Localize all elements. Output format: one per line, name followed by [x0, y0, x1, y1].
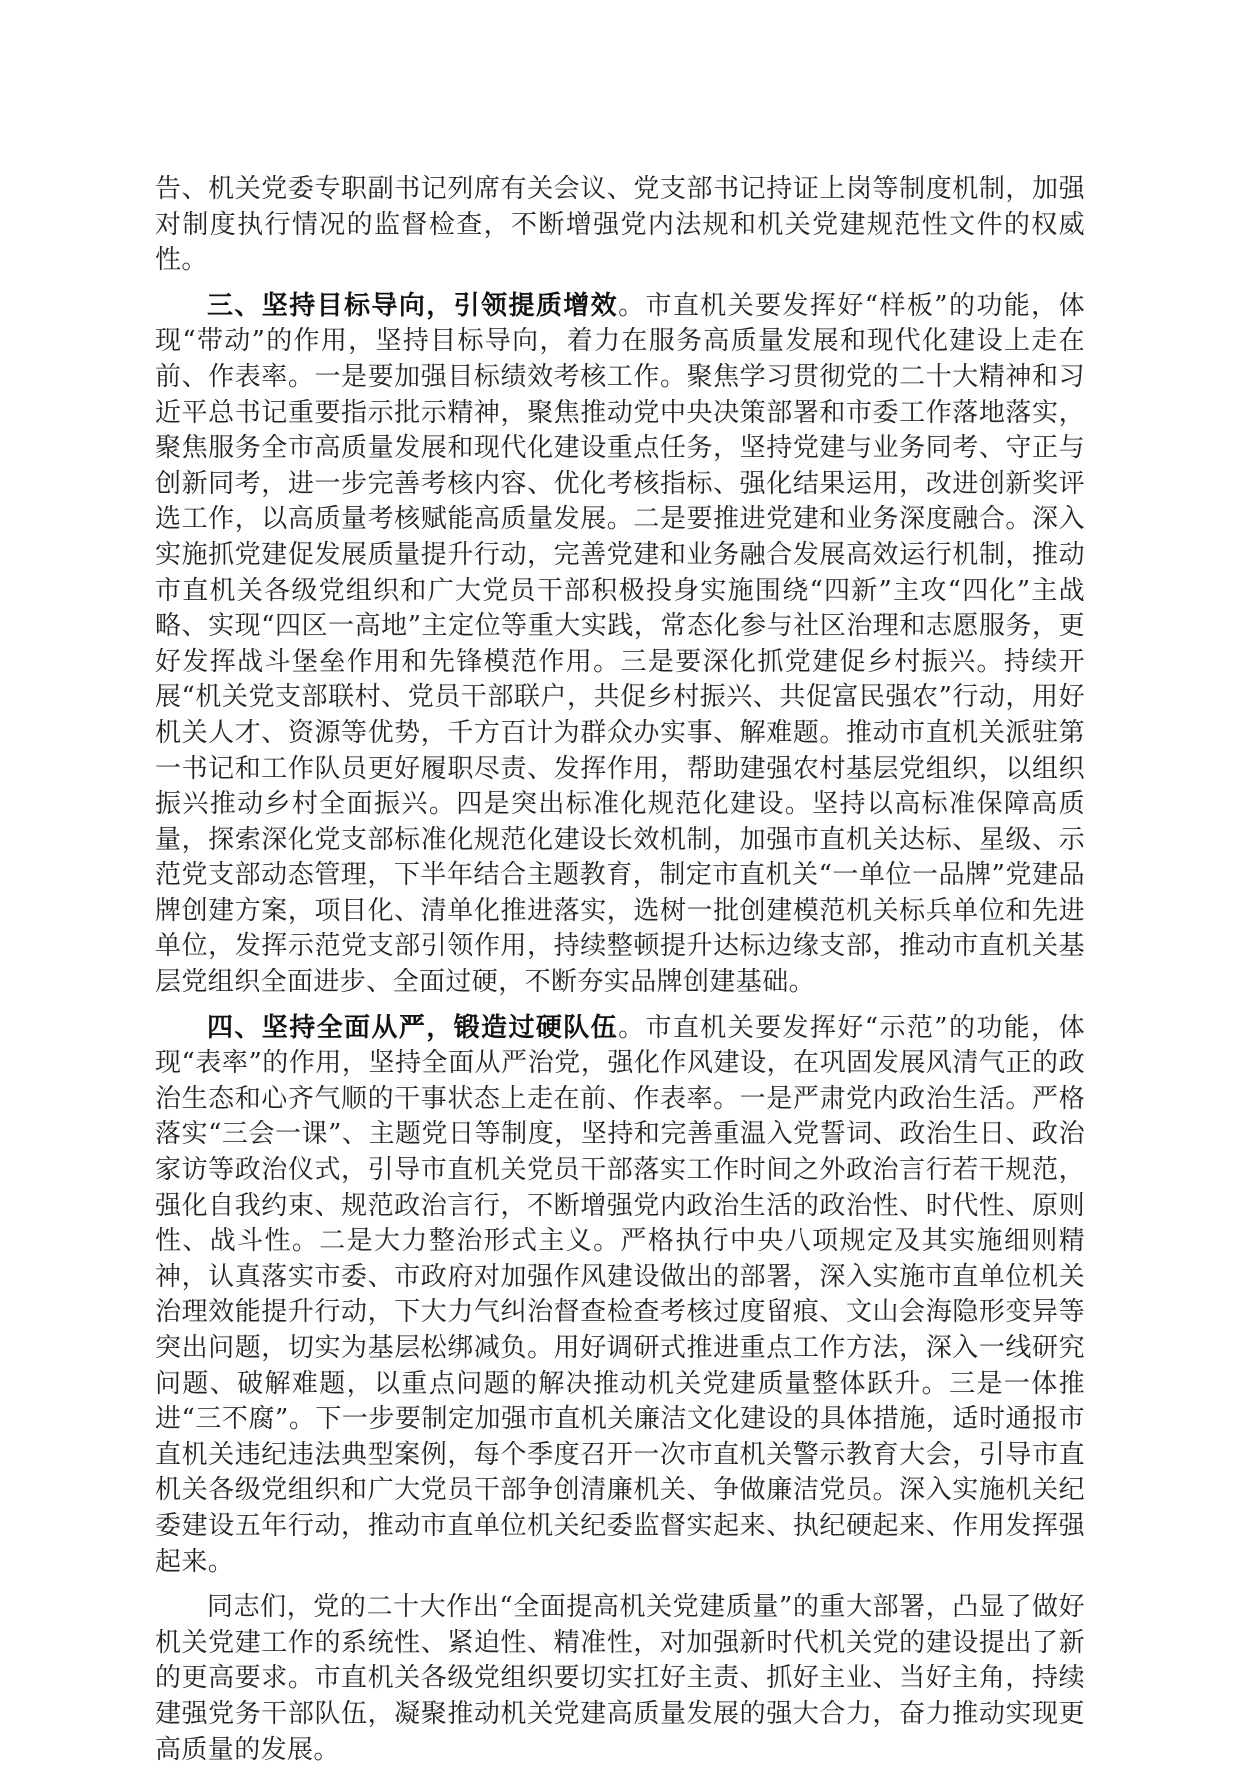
- paragraph-text: 。市直机关要发挥好“样板”的功能，体现“带动”的作用，坚持目标导向，着力在服务高质量发展和现代化建设上走在前、作表率。一是要加强目标绩效考核工作。聚焦学习贯彻党的二十大精神和习近平总书记重要指示批示精神，聚焦推动党中央决策部署和市委工作落地落实，聚焦服务全市高质量发展和现代化建设重点任务，坚持党建与业务同考、守正与创新同考，进一步完善考核内容、优化考核指标、强化结果运用，改进创新奖评选工作，以高质量考核赋能高质量发展。二是要推进党建和业务深度融合。深入实施抓党建促发展质量提升行动，完善党建和业务融合发展高效运行机制，推动市直机关各级党组织和广大党员干部积极投身实施围绕“四新”主攻“四化”主战略、实现“四区一高地”主定位等重大实践，常态化参与社区治理和志愿服务，更好发挥战斗堡垒作用和先锋模范作用。三是要深化抓党建促乡村振兴。持续开展“机关党支部联村、党员干部联户，共促乡村振兴、共促富民强农”行动，用好机关人才、资源等优势，千方百计为群众办实事、解难题。推动市直机关派驻第一书记和工作队员更好履职尽责、发挥作用，帮助建强农村基层党组织，以组织振兴推动乡村全面振兴。四是突出标准化规范化建设。坚持以高标准保障高质量，探索深化党支部标准化规范化建设长效机制，加强市直机关达标、星级、示范党支部动态管理，下半年结合主题教育，制定市直机关“一单位一品牌”党建品牌创建方案，项目化、清单化推进落实，选树一批创建模范机关标兵单位和先进单位，发挥示范党支部引领作用，持续整顿提升达标边缘支部，推动市直机关基层党组织全面进步、全面过硬，不断夯实品牌创建基础。: [155, 290, 1085, 998]
- paragraph-text: 。市直机关要发挥好“示范”的功能，体现“表率”的作用，坚持全面从严治党，强化作风建设，在巩固发展风清气正的政治生态和心齐气顺的干事状态上走在前、作表率。一是严肃党内政治生活。严格落实“三会一课”、主题党日等制度，坚持和完善重温入党誓词、政治生日、政治家访等政治仪式，引导市直机关党员干部落实工作时间之外政治言行若干规范，强化自我约束、规范政治言行，不断增强党内政治生活的政治性、时代性、原则性、战斗性。二是大力整治形式主义。严格执行中央八项规定及其实施细则精神，认真落实市委、市政府对加强作风建设做出的部署，深入实施市直单位机关治理效能提升行动，下大力气纠治督查检查考核过度留痕、文山会海隐形变异等突出问题，切实为基层松绑减负。用好调研式推进重点工作方法，深入一线研究问题、破解难题，以重点问题的解决推动机关党建质量整体跃升。三是一体推进“三不腐”。下一步要制定加强市直机关廉洁文化建设的具体措施，适时通报市直机关违纪违法典型案例，每个季度召开一次市直机关警示教育大会，引导市直机关各级党组织和广大党员干部争创清廉机关、争做廉洁党员。深入实施机关纪委建设五年行动，推动市直单位机关纪委监督实起来、执纪硬起来、作用发挥强起来。: [155, 1012, 1085, 1577]
- section-heading: 三、坚持目标导向，引领提质增效: [207, 290, 619, 321]
- paragraph-continuation: [155, 172, 1085, 279]
- paragraph-section-three: [155, 289, 1085, 1001]
- paragraph-section-four: [155, 1011, 1085, 1581]
- document-body: [155, 172, 1085, 1778]
- section-heading: 四、坚持全面从严，锻造过硬队伍: [207, 1012, 619, 1043]
- paragraph-text: 告、机关党委专职副书记列席有关会议、党支部书记持证上岗等制度机制，加强对制度执行情况的监督检查，不断增强党内法规和机关党建规范性文件的权威性。: [155, 174, 1085, 276]
- paragraph-closing: [155, 1590, 1085, 1768]
- paragraph-text: 同志们，党的二十大作出“全面提高机关党建质量”的重大部署，凸显了做好机关党建工作的系统性、紧迫性、精准性，对加强新时代机关党的建设提出了新的更高要求。市直机关各级党组织要切实扛好主责、抓好主业、当好主角，持续建强党务干部队伍，凝聚推动机关党建高质量发展的强大合力，奋力推动实现更高质量的发展。: [155, 1592, 1085, 1765]
